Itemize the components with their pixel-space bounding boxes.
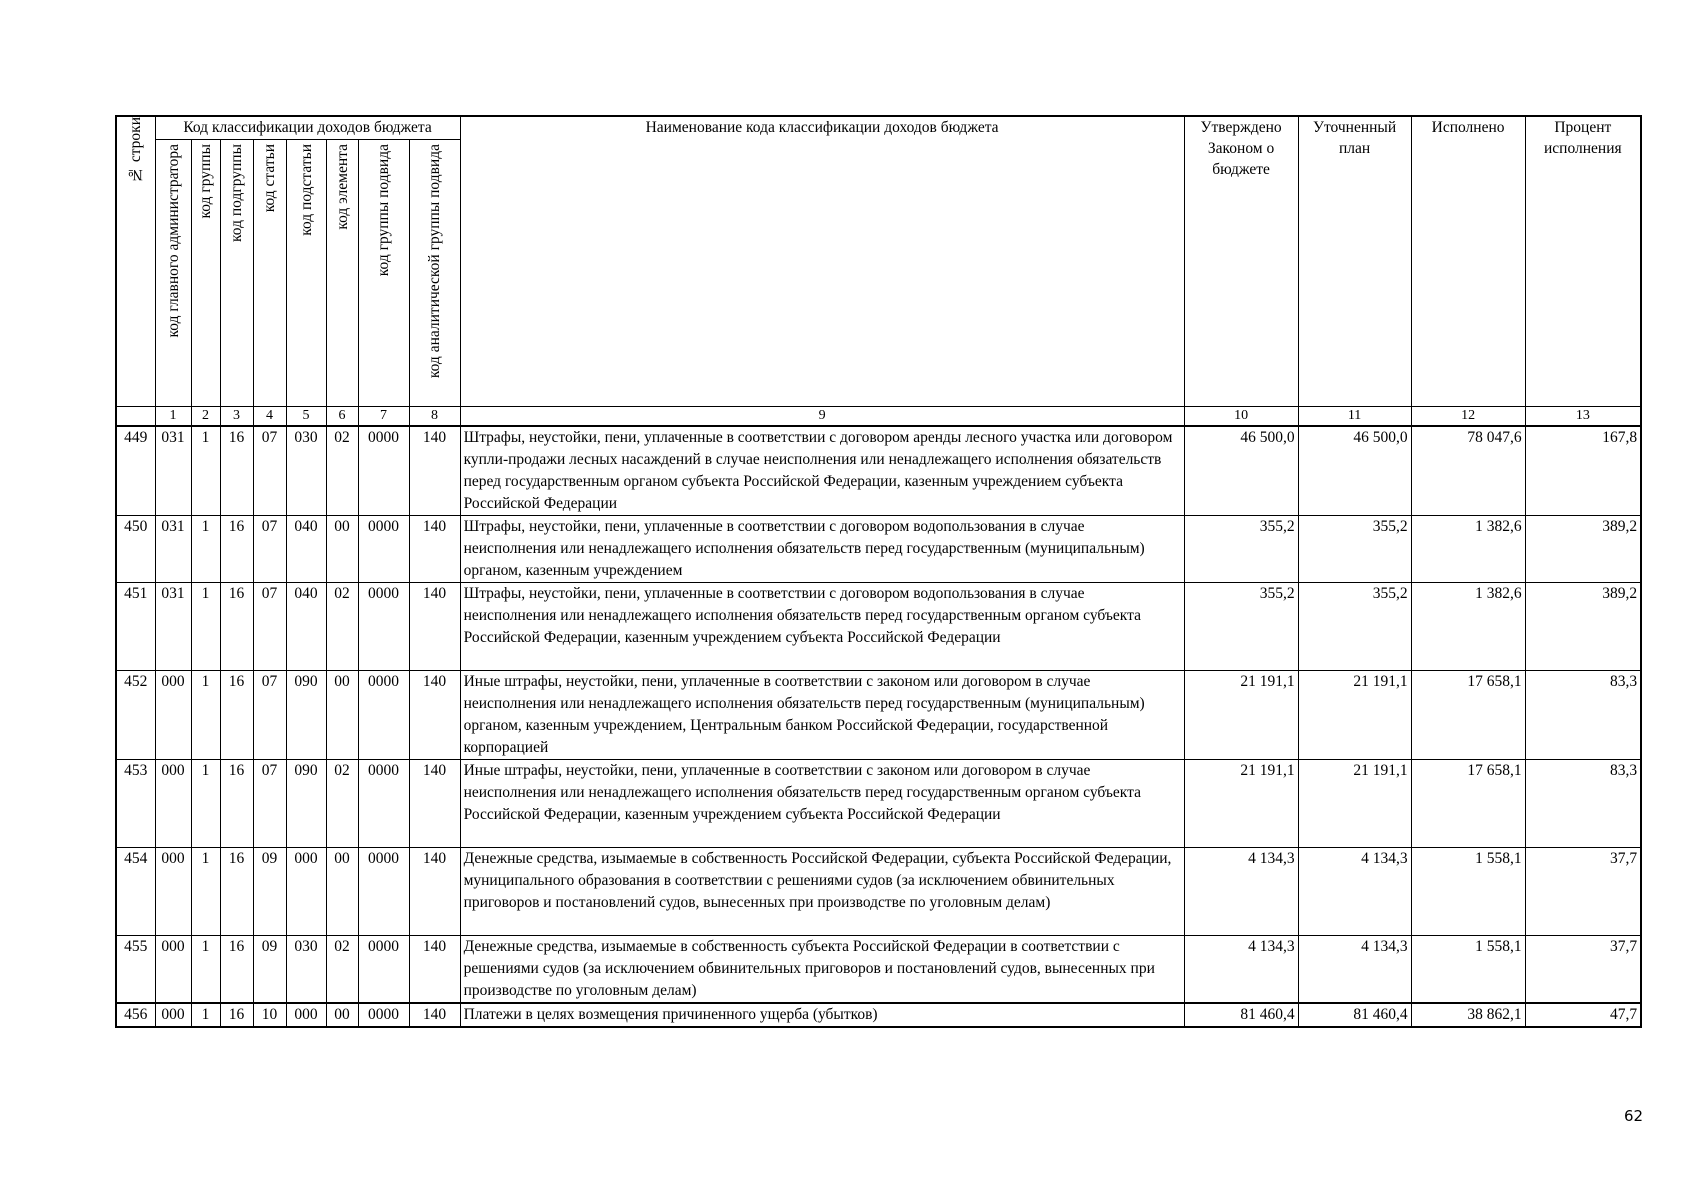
row-number: 456 — [116, 1003, 155, 1027]
column-number: 9 — [460, 407, 1184, 427]
executed-value: 78 047,6 — [1411, 426, 1525, 516]
executed-value: 1 558,1 — [1411, 936, 1525, 1004]
column-number: 5 — [286, 407, 326, 427]
plan-value: 81 460,4 — [1298, 1003, 1411, 1027]
code-subgroup: 16 — [220, 848, 253, 936]
classification-group-header: Код классификации доходов бюджета — [155, 116, 460, 140]
code-subgroup: 16 — [220, 936, 253, 1004]
table-row — [116, 426, 1641, 516]
code-admin: 031 — [155, 583, 191, 671]
code-element: 00 — [326, 848, 358, 936]
approved-header: Утверждено Законом о бюджете — [1184, 116, 1298, 407]
revenue-name: Иные штрафы, неустойки, пени, уплаченные в соответствии с законом или договором в случае неисполнения или ненадлежащего исполнения обязательств перед государственным (муниципальным) органом, казенным учреждением, Центральным банком Российской Федерации, государственной корпорацией — [460, 671, 1184, 760]
code-header-subarticle: код подстатьи — [286, 140, 326, 407]
code-article: 09 — [253, 848, 286, 936]
revenue-name: Штрафы, неустойки, пени, уплаченные в соответствии с договором водопользования в случае неисполнения или ненадлежащего исполнения обязательств перед государственным (муниципальным) органом, казенным учреждением — [460, 516, 1184, 583]
code-subarticle: 090 — [286, 760, 326, 848]
row-number: 454 — [116, 848, 155, 936]
row-number: 450 — [116, 516, 155, 583]
column-number: 8 — [409, 407, 460, 427]
code-subgroup: 16 — [220, 426, 253, 516]
code-article: 09 — [253, 936, 286, 1004]
code-admin: 000 — [155, 936, 191, 1004]
approved-value: 21 191,1 — [1184, 671, 1298, 760]
code-subarticle: 040 — [286, 516, 326, 583]
code-subtype-group: 0000 — [358, 671, 409, 760]
code-element: 02 — [326, 760, 358, 848]
code-group: 1 — [191, 936, 220, 1004]
table-row — [116, 848, 1641, 936]
code-subgroup: 16 — [220, 760, 253, 848]
code-subtype-group: 0000 — [358, 760, 409, 848]
table-row — [116, 1003, 1641, 1027]
code-analytic-group: 140 — [409, 516, 460, 583]
executed-value: 17 658,1 — [1411, 760, 1525, 848]
code-element: 00 — [326, 516, 358, 583]
revenue-name: Штрафы, неустойки, пени, уплаченные в соответствии с договором аренды лесного участка или договором купли-продажи лесных насаждений в случае неисполнения или ненадлежащего исполнения обязательств перед государственным органом субъекта Российской Федерации, казенным учреждением субъекта Российской Федерации — [460, 426, 1184, 516]
code-subarticle: 030 — [286, 426, 326, 516]
executed-value: 38 862,1 — [1411, 1003, 1525, 1027]
table-row — [116, 516, 1641, 583]
table-row — [116, 671, 1641, 760]
refined-plan-header: Уточненный план — [1298, 116, 1411, 407]
percent-value: 167,8 — [1525, 426, 1641, 516]
code-analytic-group: 140 — [409, 848, 460, 936]
code-subarticle: 090 — [286, 671, 326, 760]
code-analytic-group: 140 — [409, 936, 460, 1004]
approved-value: 81 460,4 — [1184, 1003, 1298, 1027]
code-header-analytic-group: код аналитической группы подвида — [409, 140, 460, 407]
code-element: 00 — [326, 1003, 358, 1027]
plan-value: 355,2 — [1298, 583, 1411, 671]
column-number: 2 — [191, 407, 220, 427]
code-article: 07 — [253, 671, 286, 760]
row-number-header: № строки — [116, 116, 155, 407]
percent-header: Процент исполнения — [1525, 116, 1641, 407]
code-header-subgroup: код подгруппы — [220, 140, 253, 407]
approved-value: 355,2 — [1184, 516, 1298, 583]
row-number: 455 — [116, 936, 155, 1004]
percent-value: 47,7 — [1525, 1003, 1641, 1027]
code-element: 00 — [326, 671, 358, 760]
code-subtype-group: 0000 — [358, 516, 409, 583]
code-header-article: код статьи — [253, 140, 286, 407]
column-number: 12 — [1411, 407, 1525, 427]
code-admin: 000 — [155, 848, 191, 936]
column-number: 3 — [220, 407, 253, 427]
table-row — [116, 936, 1641, 1004]
code-subarticle: 040 — [286, 583, 326, 671]
code-article: 10 — [253, 1003, 286, 1027]
percent-value: 83,3 — [1525, 671, 1641, 760]
code-article: 07 — [253, 426, 286, 516]
code-article: 07 — [253, 583, 286, 671]
code-analytic-group: 140 — [409, 583, 460, 671]
code-analytic-group: 140 — [409, 1003, 460, 1027]
page-number: 62 — [1624, 1107, 1644, 1125]
code-analytic-group: 140 — [409, 426, 460, 516]
approved-value: 21 191,1 — [1184, 760, 1298, 848]
column-number: 13 — [1525, 407, 1641, 427]
percent-value: 83,3 — [1525, 760, 1641, 848]
percent-value: 389,2 — [1525, 583, 1641, 671]
revenue-name: Иные штрафы, неустойки, пени, уплаченные в соответствии с законом или договором в случае неисполнения или ненадлежащего исполнения обязательств перед государственным органом субъекта Российской Федерации, казенным учреждением субъекта Российской Федерации — [460, 760, 1184, 848]
code-admin: 000 — [155, 671, 191, 760]
code-analytic-group: 140 — [409, 760, 460, 848]
column-number: 11 — [1298, 407, 1411, 427]
code-subtype-group: 0000 — [358, 1003, 409, 1027]
code-analytic-group: 140 — [409, 671, 460, 760]
code-subtype-group: 0000 — [358, 426, 409, 516]
approved-value: 46 500,0 — [1184, 426, 1298, 516]
plan-value: 4 134,3 — [1298, 936, 1411, 1004]
budget-revenue-table — [115, 115, 1642, 1028]
code-subarticle: 000 — [286, 848, 326, 936]
approved-value: 355,2 — [1184, 583, 1298, 671]
code-subarticle: 030 — [286, 936, 326, 1004]
code-subgroup: 16 — [220, 583, 253, 671]
table-row — [116, 583, 1641, 671]
plan-value: 21 191,1 — [1298, 671, 1411, 760]
code-header-group: код группы — [191, 140, 220, 407]
row-number: 451 — [116, 583, 155, 671]
row-number: 453 — [116, 760, 155, 848]
row-number: 449 — [116, 426, 155, 516]
revenue-name: Штрафы, неустойки, пени, уплаченные в соответствии с договором водопользования в случае неисполнения или ненадлежащего исполнения обязательств перед государственным органом субъекта Российской Федерации, казенным учреждением субъекта Российской Федерации — [460, 583, 1184, 671]
plan-value: 4 134,3 — [1298, 848, 1411, 936]
revenue-name: Денежные средства, изымаемые в собственность субъекта Российской Федерации в соответствии с решениями судов (за исключением обвинительных приговоров и постановлений судов, вынесенных при производстве по уголовным делам) — [460, 936, 1184, 1004]
column-number: 10 — [1184, 407, 1298, 427]
code-subgroup: 16 — [220, 1003, 253, 1027]
code-subtype-group: 0000 — [358, 583, 409, 671]
row-number: 452 — [116, 671, 155, 760]
code-admin: 000 — [155, 760, 191, 848]
code-admin: 031 — [155, 426, 191, 516]
code-article: 07 — [253, 760, 286, 848]
percent-value: 37,7 — [1525, 936, 1641, 1004]
code-admin: 000 — [155, 1003, 191, 1027]
code-group: 1 — [191, 671, 220, 760]
code-subgroup: 16 — [220, 671, 253, 760]
code-group: 1 — [191, 1003, 220, 1027]
plan-value: 355,2 — [1298, 516, 1411, 583]
executed-value: 1 558,1 — [1411, 848, 1525, 936]
code-subtype-group: 0000 — [358, 936, 409, 1004]
plan-value: 21 191,1 — [1298, 760, 1411, 848]
executed-header: Исполнено — [1411, 116, 1525, 407]
code-group: 1 — [191, 516, 220, 583]
code-subgroup: 16 — [220, 516, 253, 583]
code-group: 1 — [191, 760, 220, 848]
code-group: 1 — [191, 848, 220, 936]
code-subtype-group: 0000 — [358, 848, 409, 936]
column-numbers-row — [116, 407, 1641, 427]
plan-value: 46 500,0 — [1298, 426, 1411, 516]
executed-value: 1 382,6 — [1411, 516, 1525, 583]
code-admin: 031 — [155, 516, 191, 583]
percent-value: 389,2 — [1525, 516, 1641, 583]
column-number — [116, 407, 155, 427]
revenue-name: Платежи в целях возмещения причиненного ущерба (убытков) — [460, 1003, 1184, 1027]
code-header-subtype-group: код группы подвида — [358, 140, 409, 407]
percent-value: 37,7 — [1525, 848, 1641, 936]
column-number: 7 — [358, 407, 409, 427]
column-number: 1 — [155, 407, 191, 427]
header-row-1 — [116, 116, 1641, 140]
code-element: 02 — [326, 583, 358, 671]
executed-value: 17 658,1 — [1411, 671, 1525, 760]
code-header-admin: код главного администратора — [155, 140, 191, 407]
code-element: 02 — [326, 426, 358, 516]
revenue-name: Денежные средства, изымаемые в собственность Российской Федерации, субъекта Российской Федерации, муниципального образования в соответствии с решениями судов (за исключением обвинительных приговоров и постановлений судов, вынесенных при производстве по уголовным делам) — [460, 848, 1184, 936]
code-group: 1 — [191, 583, 220, 671]
code-group: 1 — [191, 426, 220, 516]
approved-value: 4 134,3 — [1184, 936, 1298, 1004]
approved-value: 4 134,3 — [1184, 848, 1298, 936]
code-article: 07 — [253, 516, 286, 583]
column-number: 4 — [253, 407, 286, 427]
code-header-element: код элемента — [326, 140, 358, 407]
executed-value: 1 382,6 — [1411, 583, 1525, 671]
name-header: Наименование кода классификации доходов бюджета — [460, 116, 1184, 407]
code-subarticle: 000 — [286, 1003, 326, 1027]
table-row — [116, 760, 1641, 848]
column-number: 6 — [326, 407, 358, 427]
code-element: 02 — [326, 936, 358, 1004]
